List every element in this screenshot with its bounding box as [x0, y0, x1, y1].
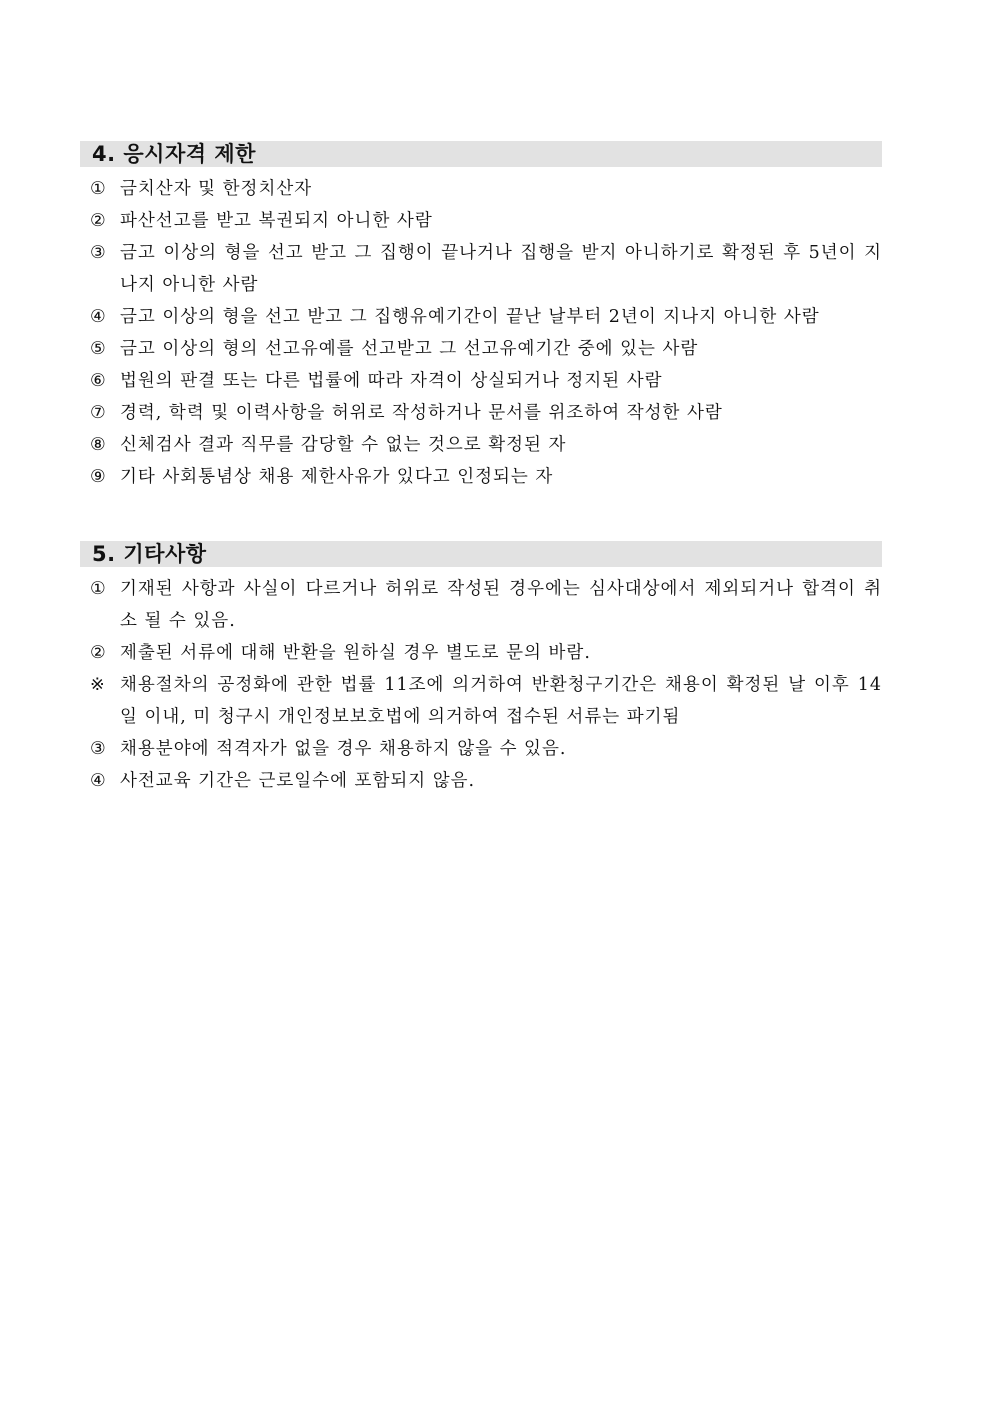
list-item: [80, 333, 882, 365]
item-text: 사전교육 기간은 근로일수에 포함되지 않음.: [120, 771, 476, 791]
item-text: 금고 이상의 형의 선고유예를 선고받고 그 선고유예기간 중에 있는 사람: [120, 339, 699, 359]
item-text: 파산선고를 받고 복권되지 아니한 사람: [120, 211, 433, 231]
list-item: [80, 573, 882, 637]
list-item-note: [80, 669, 882, 733]
list-item: [80, 365, 882, 397]
list-item: [80, 237, 882, 301]
item-text: 기재된 사항과 사실이 다르거나 허위로 작성된 경우에는 심사대상에서 제외되거나 합격이 취소 될 수 있음.: [120, 579, 882, 631]
section-disqualification: [80, 141, 882, 493]
item-marker: ③: [90, 243, 107, 263]
item-marker: ④: [90, 771, 107, 791]
other-notes-list: [80, 573, 882, 797]
item-text: 채용절차의 공정화에 관한 법률 11조에 의거하여 반환청구기간은 채용이 확정된 날 이후 14일 이내, 미 청구시 개인정보보호법에 의거하여 접수된 서류는 파기됨: [120, 675, 882, 727]
item-marker: ⑧: [90, 435, 107, 455]
section-other-notes: [80, 541, 882, 797]
item-text: 경력, 학력 및 이력사항을 허위로 작성하거나 문서를 위조하여 작성한 사람: [120, 403, 723, 423]
item-marker: ⑨: [90, 467, 107, 487]
item-marker: ⑦: [90, 403, 107, 423]
section-title: 4. 응시자격 제한: [80, 141, 882, 167]
item-text: 신체검사 결과 직무를 감당할 수 없는 것으로 확정된 자: [120, 435, 567, 455]
list-item: [80, 429, 882, 461]
item-text: 금고 이상의 형을 선고 받고 그 집행이 끝나거나 집행을 받지 아니하기로 확정된 후 5년이 지나지 아니한 사람: [120, 243, 882, 295]
item-text: 채용분야에 적격자가 없을 경우 채용하지 않을 수 있음.: [120, 739, 567, 759]
list-item: [80, 397, 882, 429]
item-marker: ①: [90, 579, 107, 599]
disqualification-list: [80, 173, 882, 493]
item-marker: ④: [90, 307, 107, 327]
list-item: [80, 637, 882, 669]
item-text: 금치산자 및 한정치산자: [120, 179, 313, 199]
list-item: [80, 461, 882, 493]
item-text: 금고 이상의 형을 선고 받고 그 집행유예기간이 끝난 날부터 2년이 지나지 아니한 사람: [120, 307, 820, 327]
section-title: 5. 기타사항: [80, 541, 882, 567]
item-text: 기타 사회통념상 채용 제한사유가 있다고 인정되는 자: [120, 467, 554, 487]
list-item: [80, 765, 882, 797]
item-marker: ②: [90, 643, 107, 663]
item-marker: ②: [90, 211, 107, 231]
item-marker: ③: [90, 739, 107, 759]
item-marker: ⑤: [90, 339, 107, 359]
item-text: 제출된 서류에 대해 반환을 원하실 경우 별도로 문의 바람.: [120, 643, 591, 663]
list-item: [80, 173, 882, 205]
note-marker: ※: [90, 675, 106, 695]
item-marker: ⑥: [90, 371, 107, 391]
list-item: [80, 301, 882, 333]
item-text: 법원의 판결 또는 다른 법률에 따라 자격이 상실되거나 정지된 사람: [120, 371, 663, 391]
item-marker: ①: [90, 179, 107, 199]
list-item: [80, 733, 882, 765]
list-item: [80, 205, 882, 237]
